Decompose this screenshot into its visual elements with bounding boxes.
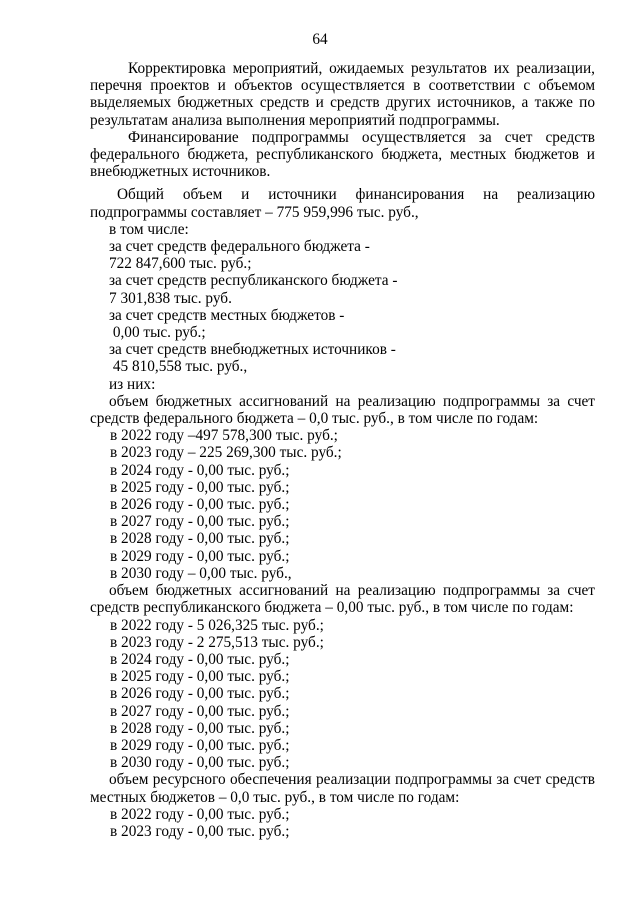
- paragraph-local: объем ресурсного обеспечения реализации подпрограммы за счет средств местных бюджетов – 0,0 тыс. руб., в том числе по годам:: [90, 771, 595, 806]
- list-item: в 2022 году - 5 026,325 тыс. руб.;: [110, 616, 324, 634]
- list-item: в 2022 году –497 578,300 тыс. руб.;: [110, 427, 338, 445]
- list-item: в 2026 году - 0,00 тыс. руб.;: [110, 496, 290, 514]
- list-item: в 2024 году - 0,00 тыс. руб.;: [110, 650, 290, 668]
- list-item: в 2029 году - 0,00 тыс. руб.;: [110, 547, 290, 565]
- list-item: в 2023 году - 2 275,513 тыс. руб.;: [110, 633, 324, 651]
- list-item: в 2026 году - 0,00 тыс. руб.;: [110, 685, 290, 703]
- list-item: в 2030 году – 0,00 тыс. руб.,: [110, 564, 292, 582]
- paragraph-republican: объем бюджетных ассигнований на реализацию подпрограммы за счет средств республиканского бюджета – 0,00 тыс. руб., в том числе по годам:: [90, 582, 595, 617]
- list-item: в 2022 году - 0,00 тыс. руб.;: [110, 805, 290, 823]
- list-item: в 2029 году - 0,00 тыс. руб.;: [110, 736, 290, 754]
- list-item: за счет средств федерального бюджета -: [109, 238, 370, 256]
- list-item: в 2023 году – 225 269,300 тыс. руб.;: [110, 444, 342, 462]
- list-item: 45 810,558 тыс. руб.,: [109, 358, 248, 376]
- list-item: в 2025 году - 0,00 тыс. руб.;: [110, 478, 290, 496]
- document-body: [90, 60, 595, 840]
- list-item: за счет средств внебюджетных источников -: [109, 341, 396, 359]
- paragraph-total-volume: Общий объем и источники финансирования на реализацию подпрограммы составляет – 775 959,996 тыс. руб.,: [90, 186, 595, 221]
- list-item: в 2028 году - 0,00 тыс. руб.;: [110, 530, 290, 548]
- list-item: за счет средств республиканского бюджета -: [109, 272, 398, 290]
- list-item: 7 301,838 тыс. руб.: [109, 289, 232, 307]
- list-item: за счет средств местных бюджетов -: [109, 306, 345, 324]
- page-number: 64: [312, 31, 328, 48]
- paragraph-financing: Финансирование подпрограммы осуществляется за счет средств федерального бюджета, республиканского бюджета, местных бюджетов и внебюджетных источников.: [90, 128, 595, 181]
- list-item: в 2024 году - 0,00 тыс. руб.;: [110, 461, 290, 479]
- list-item: в 2028 году - 0,00 тыс. руб.;: [110, 719, 290, 737]
- paragraph-federal: объем бюджетных ассигнований на реализацию подпрограммы за счет средств федерального бюджета – 0,0 тыс. руб., в том числе по годам:: [90, 392, 595, 428]
- list-item: в 2023 году - 0,00 тыс. руб.;: [110, 822, 290, 840]
- list-item: 0,00 тыс. руб.;: [109, 324, 206, 342]
- list-item: в том числе:: [109, 220, 189, 238]
- list-item: из них:: [109, 375, 156, 393]
- list-item: в 2030 году - 0,00 тыс. руб.;: [110, 754, 290, 772]
- paragraph-correction: Корректировка мероприятий, ожидаемых результатов их реализации, перечня проектов и объектов осуществляется в соответствии с объемом выделяемых бюджетных средств и средств других источников, а также по результатам анализа выполнения мероприятий подпрограммы.: [90, 60, 595, 129]
- list-item: 722 847,600 тыс. руб.;: [109, 255, 252, 273]
- list-item: в 2027 году - 0,00 тыс. руб.;: [110, 513, 290, 531]
- list-item: в 2025 году - 0,00 тыс. руб.;: [110, 668, 290, 686]
- list-item: в 2027 году - 0,00 тыс. руб.;: [110, 702, 290, 720]
